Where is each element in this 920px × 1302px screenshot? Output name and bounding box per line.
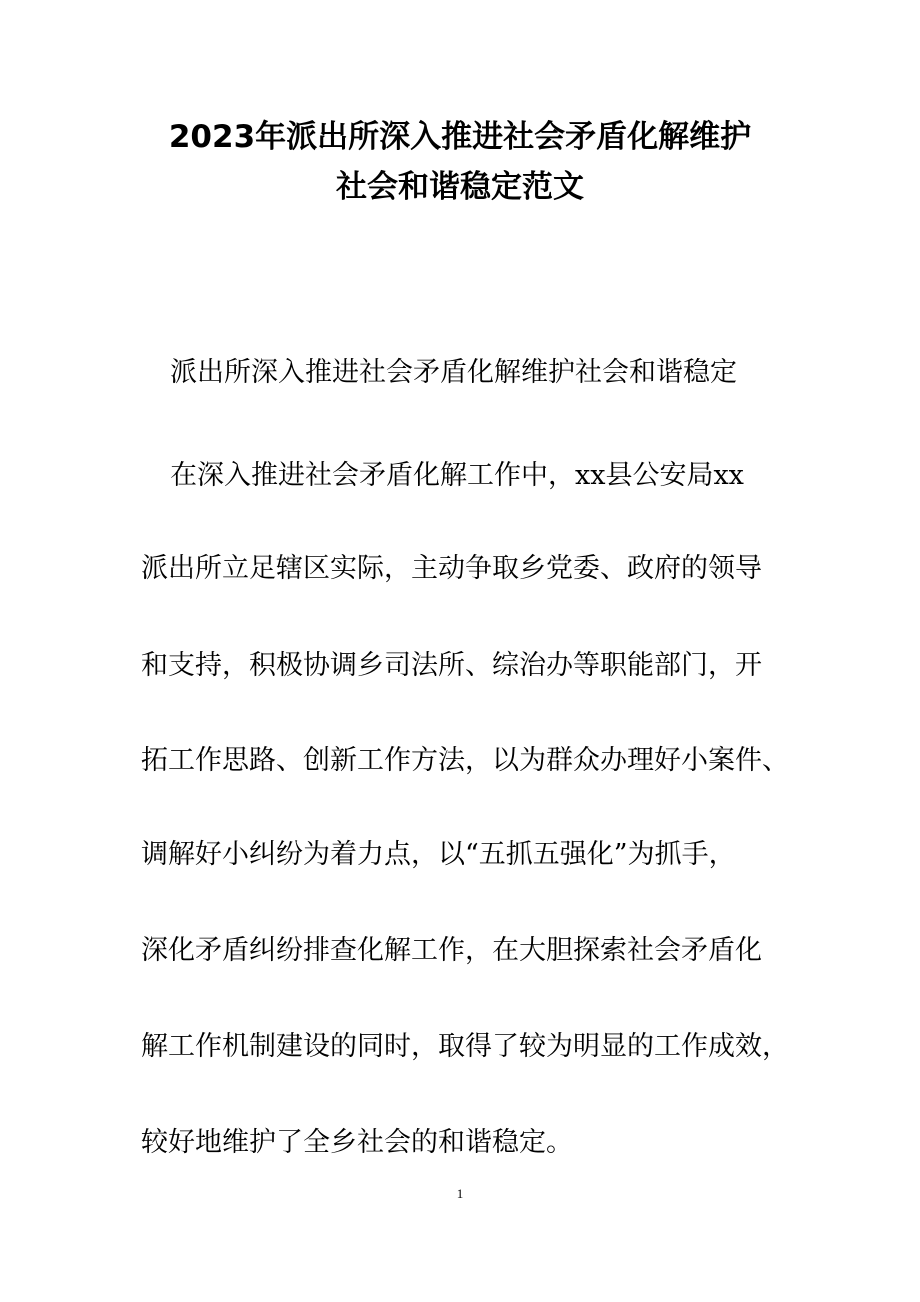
paragraph-line: 和支持，积极协调乡司法所、综治办等职能部门，开 xyxy=(141,650,762,681)
paragraph-line: 解工作机制建设的同时，取得了较为明显的工作成效， xyxy=(141,1031,789,1062)
paragraph-line: 较好地维护了全乡社会的和谐稳定。 xyxy=(141,1127,573,1158)
page-number: 1 xyxy=(456,1186,464,1201)
paragraph-line: 调解好小纠纷为着力点，以“五抓五强化”为抓手， xyxy=(141,839,736,870)
title-line-1: 2023年派出所深入推进社会矛盾化解维护 xyxy=(168,119,752,155)
section-heading: 派出所深入推进社会矛盾化解维护社会和谐稳定 xyxy=(170,357,737,388)
document-title xyxy=(0,112,920,212)
title-line-2: 社会和谐稳定范文 xyxy=(336,169,584,205)
paragraph-line: 在深入推进社会矛盾化解工作中，xx县公安局xx xyxy=(170,460,744,491)
paragraph-line: 深化矛盾纠纷排查化解工作，在大胆探索社会矛盾化 xyxy=(141,935,762,966)
paragraph-line: 派出所立足辖区实际，主动争取乡党委、政府的领导 xyxy=(141,553,762,584)
paragraph-line: 拓工作思路、创新工作方法，以为群众办理好小案件、 xyxy=(141,745,789,776)
